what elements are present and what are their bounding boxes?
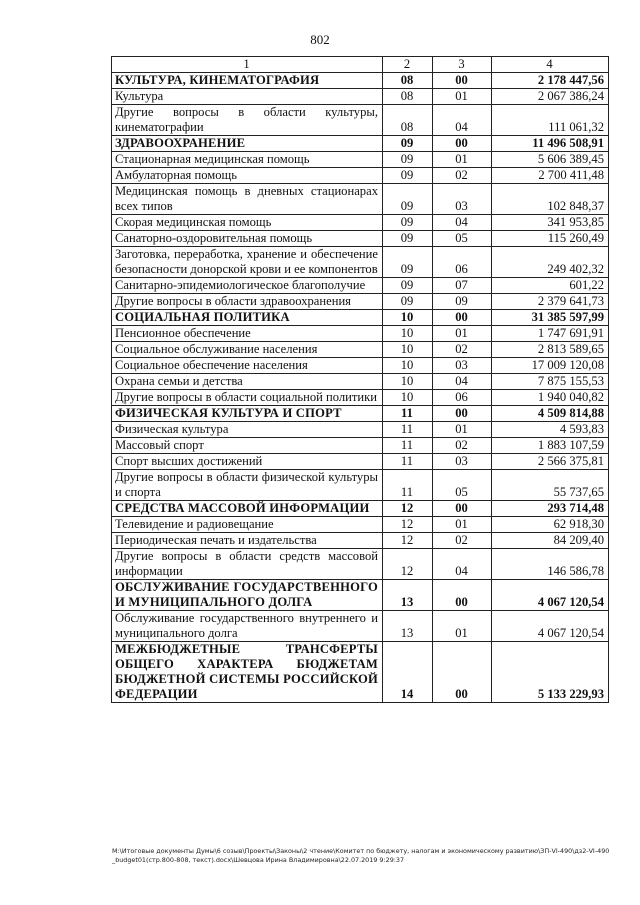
row-subsection-code: 01: [433, 89, 492, 105]
subsection-row: [112, 374, 609, 390]
row-section-code: 11: [383, 454, 433, 470]
row-amount: 5 133 229,93: [492, 642, 609, 703]
row-section-code: 09: [383, 136, 433, 152]
row-section-code: 10: [383, 358, 433, 374]
subsection-row: [112, 454, 609, 470]
section-row: [112, 136, 609, 152]
subsection-row: [112, 184, 609, 215]
row-amount: 102 848,37: [492, 184, 609, 215]
row-subsection-code: 01: [433, 326, 492, 342]
row-name: СОЦИАЛЬНАЯ ПОЛИТИКА: [112, 310, 383, 326]
row-amount: 4 593,83: [492, 422, 609, 438]
column-header-subsection: 3: [433, 57, 492, 73]
row-section-code: 09: [383, 215, 433, 231]
row-section-code: 08: [383, 89, 433, 105]
column-header-amount: 4: [492, 57, 609, 73]
section-row: [112, 642, 609, 703]
row-subsection-code: 04: [433, 549, 492, 580]
subsection-row: [112, 470, 609, 501]
row-name: Скорая медицинская помощь: [112, 215, 383, 231]
row-name: Другие вопросы в области культуры, кинематографии: [112, 105, 383, 136]
row-section-code: 09: [383, 184, 433, 215]
row-amount: 84 209,40: [492, 533, 609, 549]
row-amount: 293 714,48: [492, 501, 609, 517]
row-section-code: 09: [383, 247, 433, 278]
row-name: Другие вопросы в области средств массовой информации: [112, 549, 383, 580]
section-row: [112, 501, 609, 517]
row-subsection-code: 01: [433, 611, 492, 642]
subsection-row: [112, 294, 609, 310]
row-subsection-code: 00: [433, 73, 492, 89]
row-amount: 4 067 120,54: [492, 580, 609, 611]
row-name: Заготовка, переработка, хранение и обеспечение безопасности донорской крови и ее компонентов: [112, 247, 383, 278]
row-subsection-code: 04: [433, 105, 492, 136]
row-name: Обслуживание государственного внутреннего и муниципального долга: [112, 611, 383, 642]
row-subsection-code: 03: [433, 454, 492, 470]
document-path-footer: M:\Итоговые документы Думы\6 созыв\Проекты\Законы\2 чтение\Комитет по бюджету, налогам и экономическому развитию\ЗП-VI-490\дз2-VI-490_budget01(стр.800-808, текст).docx\Шевцова Ирина Владимировна\22.07.2019 9:29:37: [112, 847, 610, 864]
row-subsection-code: 03: [433, 358, 492, 374]
subsection-row: [112, 105, 609, 136]
row-subsection-code: 02: [433, 168, 492, 184]
row-amount: 1 883 107,59: [492, 438, 609, 454]
row-amount: 115 260,49: [492, 231, 609, 247]
row-name: ФИЗИЧЕСКАЯ КУЛЬТУРА И СПОРТ: [112, 406, 383, 422]
row-subsection-code: 02: [433, 438, 492, 454]
row-amount: 11 496 508,91: [492, 136, 609, 152]
subsection-row: [112, 549, 609, 580]
row-subsection-code: 01: [433, 517, 492, 533]
row-subsection-code: 00: [433, 642, 492, 703]
row-subsection-code: 02: [433, 342, 492, 358]
row-name: Амбулаторная помощь: [112, 168, 383, 184]
row-subsection-code: 05: [433, 470, 492, 501]
row-subsection-code: 00: [433, 310, 492, 326]
row-name: Пенсионное обеспечение: [112, 326, 383, 342]
row-section-code: 11: [383, 406, 433, 422]
budget-table: [111, 56, 609, 703]
row-section-code: 09: [383, 168, 433, 184]
row-subsection-code: 05: [433, 231, 492, 247]
column-header-section: 2: [383, 57, 433, 73]
subsection-row: [112, 517, 609, 533]
row-name: КУЛЬТУРА, КИНЕМАТОГРАФИЯ: [112, 73, 383, 89]
row-subsection-code: 00: [433, 136, 492, 152]
row-amount: 55 737,65: [492, 470, 609, 501]
row-name: Физическая культура: [112, 422, 383, 438]
row-section-code: 09: [383, 294, 433, 310]
row-amount: 2 813 589,65: [492, 342, 609, 358]
subsection-row: [112, 278, 609, 294]
row-section-code: 10: [383, 374, 433, 390]
row-section-code: 10: [383, 326, 433, 342]
row-section-code: 11: [383, 422, 433, 438]
row-section-code: 08: [383, 105, 433, 136]
row-amount: 2 700 411,48: [492, 168, 609, 184]
row-subsection-code: 04: [433, 215, 492, 231]
budget-table-body: [112, 57, 609, 703]
row-amount: 146 586,78: [492, 549, 609, 580]
row-section-code: 12: [383, 517, 433, 533]
row-section-code: 12: [383, 533, 433, 549]
section-row: [112, 406, 609, 422]
row-section-code: 09: [383, 278, 433, 294]
row-subsection-code: 07: [433, 278, 492, 294]
row-amount: 1 940 040,82: [492, 390, 609, 406]
row-name: Периодическая печать и издательства: [112, 533, 383, 549]
row-name: Другие вопросы в области здравоохранения: [112, 294, 383, 310]
subsection-row: [112, 358, 609, 374]
row-amount: 31 385 597,99: [492, 310, 609, 326]
row-amount: 7 875 155,53: [492, 374, 609, 390]
row-subsection-code: 06: [433, 390, 492, 406]
row-name: СРЕДСТВА МАССОВОЙ ИНФОРМАЦИИ: [112, 501, 383, 517]
row-name: Массовый спорт: [112, 438, 383, 454]
row-section-code: 08: [383, 73, 433, 89]
subsection-row: [112, 390, 609, 406]
row-name: Культура: [112, 89, 383, 105]
subsection-row: [112, 89, 609, 105]
row-section-code: 12: [383, 549, 433, 580]
subsection-row: [112, 326, 609, 342]
row-amount: 5 606 389,45: [492, 152, 609, 168]
row-amount: 1 747 691,91: [492, 326, 609, 342]
row-name: Телевидение и радиовещание: [112, 517, 383, 533]
row-name: МЕЖБЮДЖЕТНЫЕ ТРАНСФЕРТЫ ОБЩЕГО ХАРАКТЕРА БЮДЖЕТАМ БЮДЖЕТНОЙ СИСТЕМЫ РОССИЙСКОЙ ФЕДЕРАЦИИ: [112, 642, 383, 703]
column-header-name: 1: [112, 57, 383, 73]
row-subsection-code: 09: [433, 294, 492, 310]
row-amount: 2 566 375,81: [492, 454, 609, 470]
row-subsection-code: 03: [433, 184, 492, 215]
row-subsection-code: 04: [433, 374, 492, 390]
row-amount: 2 178 447,56: [492, 73, 609, 89]
subsection-row: [112, 422, 609, 438]
row-subsection-code: 02: [433, 533, 492, 549]
row-subsection-code: 00: [433, 406, 492, 422]
row-section-code: 09: [383, 231, 433, 247]
section-row: [112, 310, 609, 326]
row-section-code: 14: [383, 642, 433, 703]
subsection-row: [112, 168, 609, 184]
row-name: Социальное обеспечение населения: [112, 358, 383, 374]
row-name: ЗДРАВООХРАНЕНИЕ: [112, 136, 383, 152]
row-section-code: 10: [383, 390, 433, 406]
row-amount: 111 061,32: [492, 105, 609, 136]
row-name: Спорт высших достижений: [112, 454, 383, 470]
row-name: Санитарно-эпидемиологическое благополучие: [112, 278, 383, 294]
row-section-code: 10: [383, 310, 433, 326]
row-name: Санаторно-оздоровительная помощь: [112, 231, 383, 247]
page-number: 802: [310, 32, 330, 47]
section-row: [112, 580, 609, 611]
row-section-code: 12: [383, 501, 433, 517]
row-name: ОБСЛУЖИВАНИЕ ГОСУДАРСТВЕННОГО И МУНИЦИПАЛЬНОГО ДОЛГА: [112, 580, 383, 611]
row-amount: 249 402,32: [492, 247, 609, 278]
row-name: Медицинская помощь в дневных стационарах всех типов: [112, 184, 383, 215]
row-section-code: 11: [383, 438, 433, 454]
row-section-code: 09: [383, 152, 433, 168]
row-amount: 601,22: [492, 278, 609, 294]
row-subsection-code: 01: [433, 152, 492, 168]
subsection-row: [112, 152, 609, 168]
row-amount: 4 509 814,88: [492, 406, 609, 422]
row-section-code: 11: [383, 470, 433, 501]
row-name: Другие вопросы в области физической культуры и спорта: [112, 470, 383, 501]
section-row: [112, 73, 609, 89]
row-amount: 2 067 386,24: [492, 89, 609, 105]
row-amount: 4 067 120,54: [492, 611, 609, 642]
subsection-row: [112, 231, 609, 247]
row-amount: 62 918,30: [492, 517, 609, 533]
row-subsection-code: 01: [433, 422, 492, 438]
subsection-row: [112, 611, 609, 642]
row-name: Стационарная медицинская помощь: [112, 152, 383, 168]
row-section-code: 13: [383, 580, 433, 611]
row-amount: 17 009 120,08: [492, 358, 609, 374]
subsection-row: [112, 247, 609, 278]
row-subsection-code: 00: [433, 580, 492, 611]
row-amount: 2 379 641,73: [492, 294, 609, 310]
row-name: Охрана семьи и детства: [112, 374, 383, 390]
subsection-row: [112, 215, 609, 231]
row-section-code: 10: [383, 342, 433, 358]
subsection-row: [112, 533, 609, 549]
row-section-code: 13: [383, 611, 433, 642]
subsection-row: [112, 438, 609, 454]
subsection-row: [112, 342, 609, 358]
column-header-row: [112, 57, 609, 73]
row-name: Другие вопросы в области социальной политики: [112, 390, 383, 406]
row-amount: 341 953,85: [492, 215, 609, 231]
row-subsection-code: 00: [433, 501, 492, 517]
row-subsection-code: 06: [433, 247, 492, 278]
row-name: Социальное обслуживание населения: [112, 342, 383, 358]
